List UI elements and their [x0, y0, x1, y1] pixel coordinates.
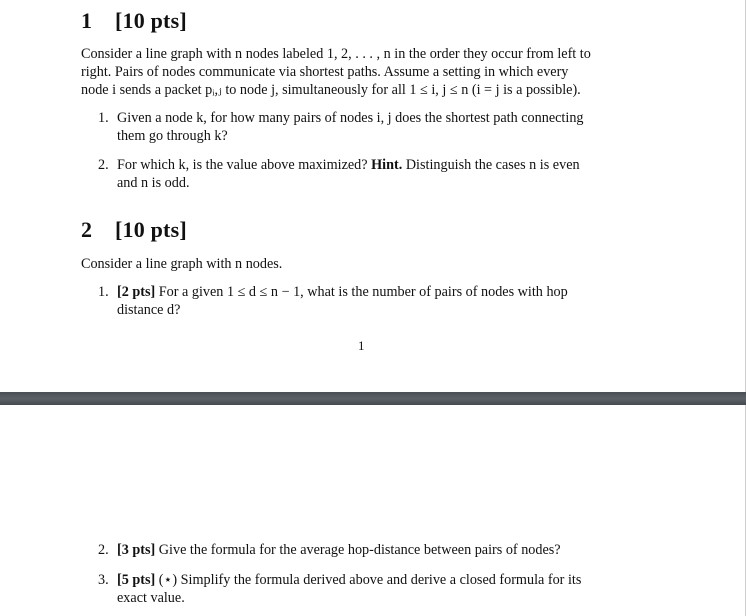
points-label: [3 pts]: [117, 542, 156, 558]
points-label: [5 pts]: [117, 572, 156, 588]
section-2-item-2: [98, 541, 646, 559]
page-separator: [0, 392, 746, 405]
item-line-2: and n is odd.: [117, 175, 190, 191]
item-number: 1.: [98, 110, 109, 126]
page-number: 1: [358, 338, 365, 353]
item-line-2: them go through k?: [117, 128, 228, 144]
item-line-2: exact value.: [117, 590, 185, 606]
section-1-title: [10 pts]: [115, 8, 187, 33]
section-2-number: 2: [81, 217, 93, 242]
item-number: 2.: [98, 157, 109, 173]
section-2-item-1: [98, 283, 646, 319]
item-text: Simplify the formula derived above and derive a closed formula for its: [180, 572, 582, 588]
section-1-intro-line-2: right. Pairs of nodes communicate via shortest paths. Assume a setting in which every: [81, 64, 569, 80]
document-page-2: [0, 405, 746, 616]
item-text: For a given 1 ≤ d ≤ n − 1, what is the number of pairs of nodes with hop: [158, 284, 568, 300]
section-2-intro: Consider a line graph with n nodes.: [81, 256, 283, 272]
section-2-heading: [81, 217, 187, 243]
item-line-1: [117, 156, 646, 174]
section-1-heading: [81, 8, 187, 34]
item-question: For which k, is the value above maximized?: [117, 157, 368, 173]
points-label: [2 pts]: [117, 284, 156, 300]
item-line-1: [117, 283, 646, 301]
hint-label: Hint.: [371, 157, 403, 173]
item-line-2: distance d?: [117, 302, 181, 318]
item-number: 3.: [98, 572, 109, 588]
item-line-1: [117, 571, 646, 589]
section-1-intro-line-1: Consider a line graph with n nodes labeled 1, 2, . . . , n in the order they occur from left to: [81, 46, 591, 62]
hint-text: Distinguish the cases n is even: [405, 157, 580, 173]
item-line-1: Given a node k, for how many pairs of nodes i, j does the shortest path connecting: [117, 110, 584, 126]
item-text: Give the formula for the average hop-distance between pairs of nodes?: [158, 542, 561, 558]
item-number: 2.: [98, 542, 109, 558]
star-marker: (⋆): [158, 572, 178, 588]
section-2-title: [10 pts]: [115, 217, 187, 242]
section-1-number: 1: [81, 8, 93, 33]
section-1-item-1: [98, 109, 646, 145]
item-number: 1.: [98, 284, 109, 300]
section-1-intro: [81, 45, 646, 99]
section-1-item-2: [98, 156, 646, 192]
section-2-item-3: [98, 571, 646, 607]
item-line-1: [117, 541, 646, 559]
section-1-intro-line-3: node i sends a packet pᵢ,ⱼ to node j, simultaneously for all 1 ≤ i, j ≤ n (i = j is a possible).: [81, 82, 581, 98]
